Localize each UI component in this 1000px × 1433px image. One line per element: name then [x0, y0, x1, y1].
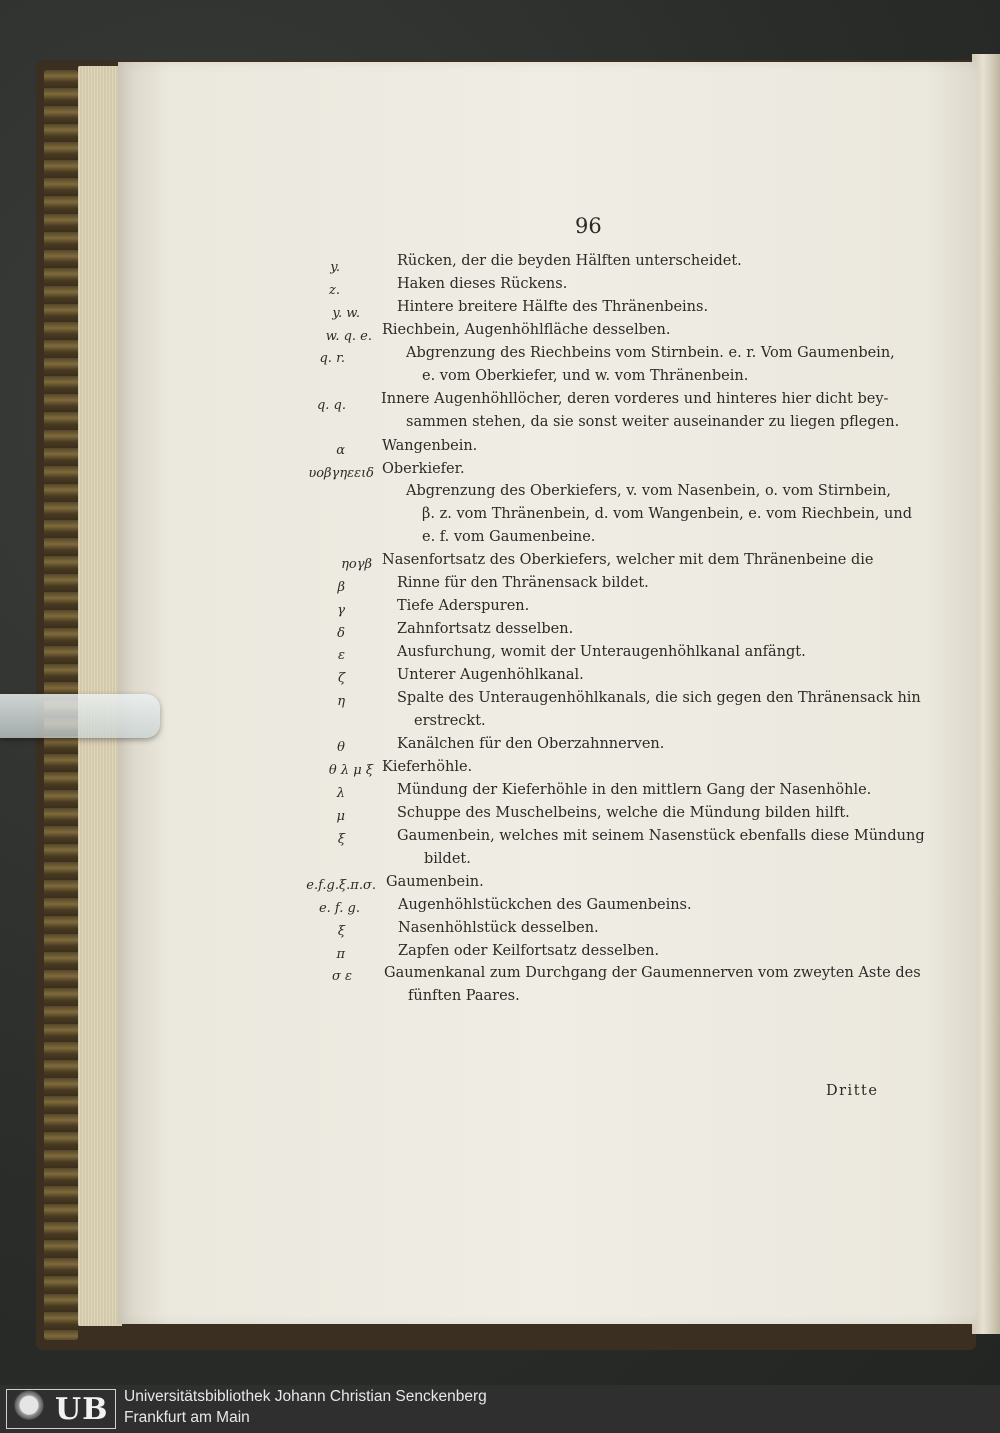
entry-text: Ausfurchung, womit der Unteraugenhöhlkanal anfängt. — [397, 644, 806, 660]
entry-symbol: ξ — [337, 832, 345, 847]
portrait-icon — [9, 1390, 49, 1428]
entry-symbol: q. q. — [316, 398, 346, 413]
entry-symbol: δ — [337, 626, 345, 641]
entry-symbol: θ — [337, 740, 345, 755]
entry-text: Nasenhöhlstück desselben. — [398, 920, 599, 936]
entry-symbol: q. r. — [319, 351, 345, 366]
entry-text: Innere Augenhöhllöcher, deren vorderes und hinteres hier dicht bey- — [381, 391, 889, 407]
entry-symbol: y. w. — [332, 306, 360, 321]
entry-text: Unterer Augenhöhlkanal. — [397, 667, 584, 683]
logo-text: UB — [55, 1391, 109, 1427]
entry-symbol: λ — [336, 786, 345, 801]
entry-symbol: σ ε — [332, 969, 352, 984]
entry-text: Wangenbein. — [382, 438, 478, 454]
entry-text: Gaumenbein. — [386, 874, 484, 890]
entry-text: Tiefe Aderspuren. — [397, 598, 530, 614]
entry-symbol: ζ — [337, 671, 345, 686]
entry-text: Oberkiefer. — [382, 461, 465, 477]
entry-symbol: π — [336, 947, 345, 962]
catchword: Dritte — [826, 1083, 879, 1099]
entry-text: Gaumenkanal zum Durchgang der Gaumennerven vom zweyten Aste des — [384, 965, 921, 981]
entry-text: Gaumenbein, welches mit seinem Nasenstück ebenfalls diese Mündung — [397, 828, 925, 844]
entry-symbol: γ — [337, 603, 345, 618]
entry-text: bildet. — [424, 851, 471, 867]
entry-text: Rücken, der die beyden Hälften unterscheidet. — [397, 253, 742, 269]
ub-logo — [6, 1389, 116, 1429]
entry-text: Nasenfortsatz des Oberkiefers, welcher mit dem Thränenbeine die — [382, 552, 874, 568]
entry-symbol: ξ — [337, 924, 345, 939]
entry-text: Abgrenzung des Oberkiefers, v. vom Nasenbein, o. vom Stirnbein, — [406, 483, 892, 499]
entry-text: fünften Paares. — [408, 988, 520, 1004]
entry-text: Kanälchen für den Oberzahnnerven. — [397, 736, 665, 752]
entry-text: Haken dieses Rückens. — [397, 276, 568, 292]
entry-text: erstreckt. — [414, 713, 486, 729]
entry-symbol: e.f.g.ξ.π.σ. — [306, 878, 376, 893]
entry-text: Zahnfortsatz desselben. — [397, 621, 574, 637]
entry-symbol: z. — [329, 283, 340, 298]
entry-symbol: y. — [330, 260, 340, 275]
entry-symbol: η — [337, 694, 345, 709]
entry-symbol: β — [337, 580, 345, 595]
entry-symbol: μ — [336, 809, 345, 824]
entry-symbol: ε — [338, 648, 345, 663]
entry-text: Schuppe des Muschelbeins, welche die Mündung bilden hilft. — [397, 805, 850, 821]
entry-text: Riechbein, Augenhöhlfläche desselben. — [382, 322, 671, 338]
entry-text: β. z. vom Thränenbein, d. vom Wangenbein, e. vom Riechbein, und — [422, 506, 912, 522]
entry-symbol: e. f. g. — [318, 901, 360, 916]
entry-symbol: ηογβ — [341, 557, 372, 572]
page-holder-clip — [0, 694, 160, 738]
entry-text: Augenhöhlstückchen des Gaumenbeins. — [398, 897, 692, 913]
library-footer — [0, 1385, 1000, 1433]
entry-text: sammen stehen, da sie sonst weiter auseinander zu liegen pflegen. — [406, 414, 900, 430]
library-location: Frankfurt am Main — [124, 1409, 250, 1426]
entry-text: e. vom Oberkiefer, und w. vom Thränenbein. — [422, 368, 749, 384]
entry-text: Mündung der Kieferhöhle in den mittlern Gang der Nasenhöhle. — [397, 782, 872, 798]
library-name: Universitätsbibliothek Johann Christian Senckenberg — [124, 1388, 487, 1405]
page-number: 96 — [575, 214, 602, 238]
entry-text: Kieferhöhle. — [382, 759, 473, 775]
entry-text: Abgrenzung des Riechbeins vom Stirnbein. e. r. Vom Gaumenbein, — [406, 345, 895, 361]
entry-symbol: υοβγηεειδ — [308, 466, 374, 481]
entry-text: Zapfen oder Keilfortsatz desselben. — [398, 943, 660, 959]
entry-text: Hintere breitere Hälfte des Thränenbeins. — [397, 299, 709, 315]
entry-symbol: α — [336, 443, 345, 458]
entry-symbol: w. q. e. — [325, 329, 372, 344]
entry-text: Rinne für den Thränensack bildet. — [397, 575, 649, 591]
entry-text: Spalte des Unteraugenhöhlkanals, die sich gegen den Thränensack hin — [397, 690, 921, 706]
entry-symbol: θ λ μ ξ — [328, 763, 373, 778]
entry-text: e. f. vom Gaumenbeine. — [422, 529, 596, 545]
